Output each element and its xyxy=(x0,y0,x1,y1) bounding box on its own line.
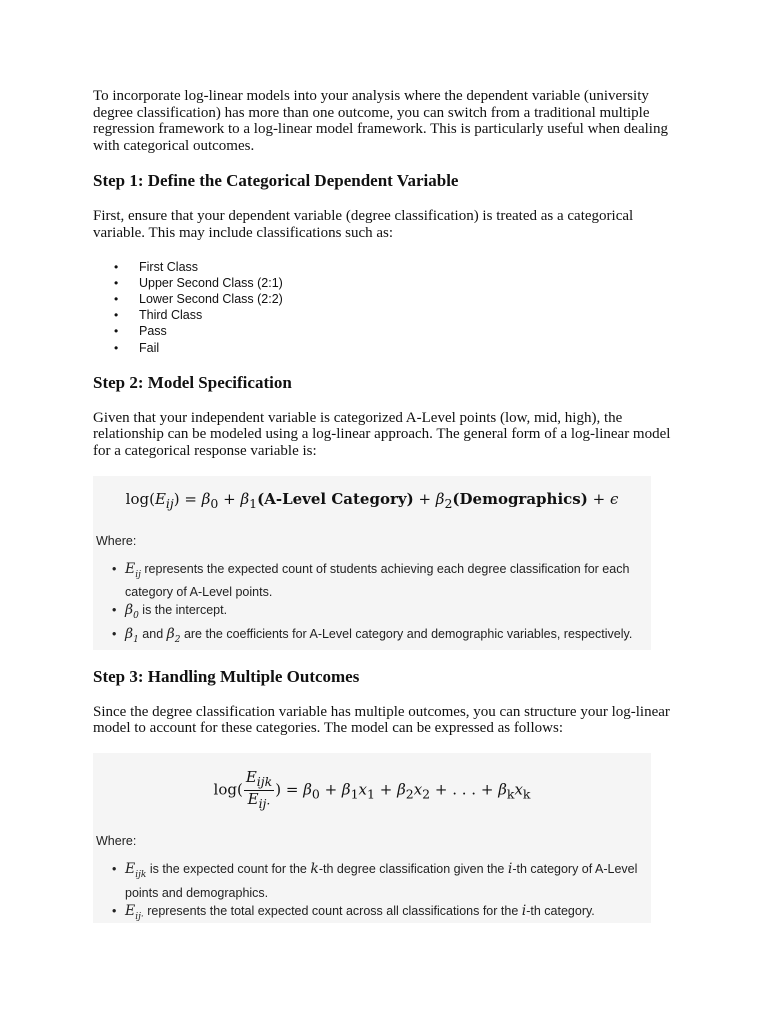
math-symbol: i xyxy=(521,902,527,919)
list-item: • First Class xyxy=(93,259,673,275)
step1-paragraph: First, ensure that your dependent variable (degree classification) is treated as a categorical variable. This may include classifications such as: xyxy=(93,208,634,241)
definition-item: • $E_{ij\cdot}$ represents the total expected count across all classifications for the i-th category. xyxy=(93,902,645,926)
math-symbol: k xyxy=(310,860,319,877)
math-symbol: $E_{ij\cdot}$ xyxy=(125,902,144,922)
multi-outcome-formula-box xyxy=(93,753,651,923)
definition-item: • $\beta_1$ and $\beta_2$ are the coefficients for A-Level category and demographic variables, respectively. xyxy=(93,625,645,649)
intro-paragraph: To incorporate log-linear models into your analysis where the dependent variable (university degree classification) has more than one outcome, you can switch from a traditional multiple regression framework to a log-linear model framework. This is particularly useful when dealing with categorical outcomes. xyxy=(93,88,668,154)
list-item: • Pass xyxy=(93,323,673,339)
step2-heading: Step 2: Model Specification xyxy=(93,372,292,392)
list-item: • Third Class xyxy=(93,307,673,323)
step2-paragraph: Given that your independent variable is categorized A-Level points (low, mid, high), the relationship can be modeled using a log-linear approach. The general form of a log-linear model for a categorical response variable is: xyxy=(93,409,671,459)
step3-paragraph: Since the degree classification variable has multiple outcomes, you can structure your log-linear model to account for these categories. The model can be expressed as follows: xyxy=(93,703,670,737)
log-linear-equation: $\log(E_{ij}) = \beta_0$ + $\beta_1(A$-Level Category) + $\beta_2(Demographics) + \epsilon$ xyxy=(125,489,619,511)
step1-heading: Step 1: Define the Categorical Dependent Variable xyxy=(93,171,459,191)
list-item: • Lower Second Class (2:2) xyxy=(93,291,673,307)
math-symbol: i xyxy=(507,860,513,877)
classification-list xyxy=(93,259,673,356)
step3-heading: Step 3: Handling Multiple Outcomes xyxy=(93,666,360,686)
math-symbol: $\beta_0$ xyxy=(125,602,139,622)
math-symbol: $\beta_1$ xyxy=(125,626,139,645)
definition-list xyxy=(93,560,645,649)
definition-list xyxy=(93,860,645,926)
where-label: Where: xyxy=(96,833,137,848)
definition-item: • $E_{ij}$ represents the expected count of students achieving each degree classification for each category of A-Level points. xyxy=(93,560,645,602)
list-item: • Upper Second Class (2:1) xyxy=(93,275,673,291)
list-item: • Fail xyxy=(93,340,673,356)
definition-item: • $\beta_0$ is the intercept. xyxy=(93,601,645,625)
math-symbol: $\beta_2$ xyxy=(166,626,181,645)
where-label: Where: xyxy=(96,533,137,548)
math-symbol: $E_{ijk}$ xyxy=(125,860,147,880)
definition-item: • $E_{ijk}$ is the expected count for the k-th degree classification given the i-th category of A-Level points and demographics. xyxy=(93,860,645,902)
fraction: $\frac{E_{ijk}}{E_{ij\cdot}}$ xyxy=(245,767,273,811)
document-page xyxy=(93,86,673,923)
math-symbol: $E_{ij}$ xyxy=(125,560,141,580)
model-formula-box xyxy=(93,476,651,650)
multi-outcome-equation: log( $\frac{E_{ijk}}{E_{ij\cdot}}$ ) = $\beta_0 + \beta_1x_1 + \beta_2x_2$ + . . . + $\beta_kx_k$ xyxy=(213,767,531,811)
